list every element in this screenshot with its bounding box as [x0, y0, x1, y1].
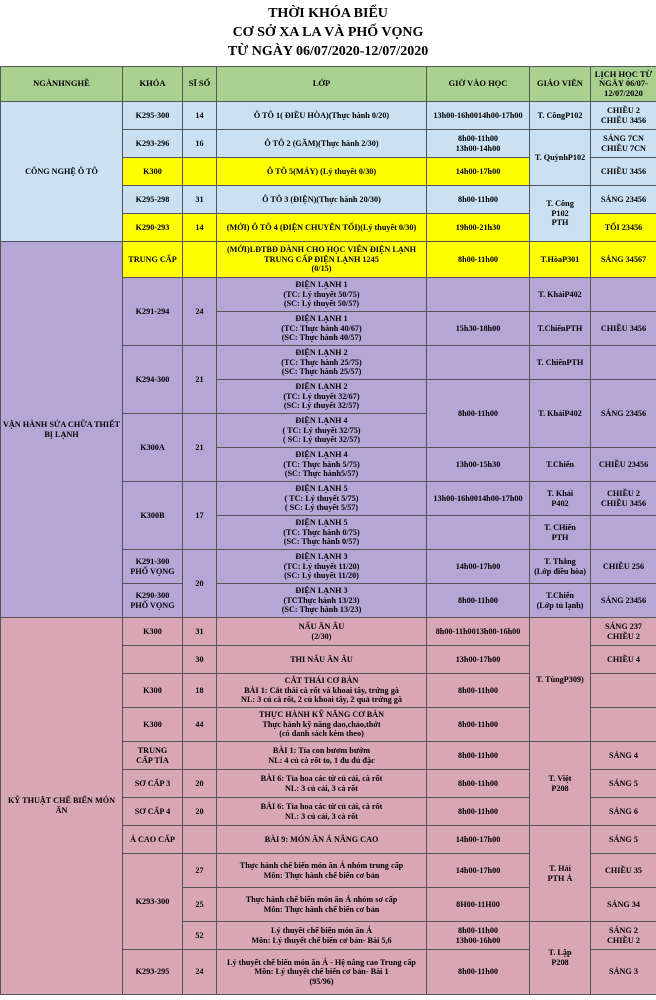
khoa-cell: K291-294	[123, 278, 183, 346]
gio-cell	[427, 278, 530, 312]
lop-cell: Ô TÔ 3 (ĐIỆN)(Thực hành 20/30)	[217, 186, 427, 214]
gio-cell: 13h00-15h30	[427, 448, 530, 482]
khoa-cell: TRUNG CẤP	[123, 242, 183, 278]
lop-cell: CẮT THÁI CƠ BẢN BÀI 1: Cắt thái cà rốt và khoai tây, trứng gà NL: 3 củ cà rốt, 2 củ khoai tây, 2 quả trứng gà	[217, 674, 427, 708]
siso-cell: 24	[183, 278, 217, 346]
lich-cell: SÁNG 34	[591, 888, 656, 922]
lop-cell: Ô TÔ 2 (GẦM)(Thực hành 2/30)	[217, 130, 427, 158]
table-row	[1, 102, 656, 130]
lop-cell: Lý thuyết chế biến món ăn Á - Hệ nâng cao Trung cấp Môn: Lý thuyết chế biến cơ bản- Bài 1 (95/96)	[217, 950, 427, 995]
gio-cell: 19h00-21h30	[427, 214, 530, 242]
giaovien-cell: T. CHiến PTH	[530, 516, 591, 550]
col-header-siso: SĨ SỐ	[183, 67, 217, 102]
gio-cell: 8h00-11h00	[427, 708, 530, 742]
lop-cell: BÀI 9: MÓN ĂN Á NÂNG CAO	[217, 826, 427, 854]
lich-cell: SÁNG 34567	[591, 242, 656, 278]
giaovien-cell: T. Hải PTH Á	[530, 826, 591, 922]
siso-cell: 44	[183, 708, 217, 742]
siso-cell: 20	[183, 550, 217, 618]
gio-cell: 14h00-17h00	[427, 854, 530, 888]
khoa-cell: SƠ CẤP 4	[123, 798, 183, 826]
lop-cell: BÀI 1: Tỉa con bươm bướm NL: 4 củ cà rốt to, 1 đu đủ đặc	[217, 742, 427, 770]
title-line-2: CƠ SỞ XA LA VÀ PHỐ VỌNG	[232, 25, 424, 40]
siso-cell: 21	[183, 346, 217, 414]
giaovien-cell: T. QuỳnhP102	[530, 130, 591, 186]
khoa-cell: K294-300	[123, 346, 183, 414]
giaovien-cell: T. KhảiP402	[530, 380, 591, 448]
siso-cell: 31	[183, 618, 217, 646]
gio-cell: 8h00-11h00	[427, 798, 530, 826]
siso-cell: 31	[183, 186, 217, 214]
lich-cell: SÁNG 6	[591, 798, 656, 826]
gio-cell: 8h00-11h0013h00-16h00	[427, 618, 530, 646]
col-header-nganh: NGÀNHNGHỀ	[1, 67, 123, 102]
lich-cell	[591, 278, 656, 312]
giaovien-cell: T. CôngP102	[530, 102, 591, 130]
gio-cell: 8h00-11h00 13h00-16h00	[427, 922, 530, 950]
giaovien-cell: T. Thắng (Lớp điều hòa)	[530, 550, 591, 584]
khoa-cell: K293-296	[123, 130, 183, 158]
khoa-cell: K300	[123, 618, 183, 646]
giaovien-cell: T.Chiến	[530, 448, 591, 482]
khoa-cell	[123, 646, 183, 674]
gio-cell: 8h00-11h00	[427, 950, 530, 995]
lich-cell: SÁNG 5	[591, 770, 656, 798]
siso-cell	[183, 158, 217, 186]
lich-cell: SÁNG 237 CHIỀU 2	[591, 618, 656, 646]
lich-cell: CHIỀU 2 CHIỀU 3456	[591, 102, 656, 130]
lich-cell	[591, 674, 656, 708]
siso-cell: 27	[183, 854, 217, 888]
giaovien-cell: T. Khải P402	[530, 482, 591, 516]
page-title	[0, 0, 656, 66]
lop-cell: ĐIỆN LẠNH 4 (TC: Thực hành 5/75) (SC: Thực hành5/57)	[217, 448, 427, 482]
lop-cell: ĐIỆN LẠNH 5 (TC: Thực hành 0/75) (SC: Thực hành 0/57)	[217, 516, 427, 550]
siso-cell	[183, 242, 217, 278]
lich-cell: CHIỀU 23456	[591, 448, 656, 482]
col-header-lop: LỚP	[217, 67, 427, 102]
col-header-khoa: KHÓA	[123, 67, 183, 102]
khoa-cell: K293-295	[123, 950, 183, 995]
lich-cell: SÁNG 23456	[591, 584, 656, 618]
lop-cell: ĐIỆN LẠNH 5 ( TC: Lý thuyết 5/75) ( SC: Lý thuyết 5/57)	[217, 482, 427, 516]
gio-cell: 13h00-17h00	[427, 646, 530, 674]
table-row	[1, 618, 656, 646]
gio-cell: 14h00-17h00	[427, 826, 530, 854]
schedule-table	[0, 66, 656, 995]
khoa-cell: SƠ CẤP 3	[123, 770, 183, 798]
col-header-lich: LỊCH HỌC TỪ NGÀY 06/07-12/07/2020	[591, 67, 656, 102]
giaovien-cell: T.Chiến (Lớp tủ lạnh)	[530, 584, 591, 618]
lop-cell: NẤU ĂN ÂU (2/30)	[217, 618, 427, 646]
siso-cell: 20	[183, 770, 217, 798]
gio-cell: 14h00-17h00	[427, 550, 530, 584]
lop-cell: Lý thuyết chế biến món ăn Á Môn: Lý thuyết chế biến cơ bản- Bài 5,6	[217, 922, 427, 950]
lich-cell: CHIỀU 256	[591, 550, 656, 584]
lop-cell: ĐIỆN LẠNH 2 (TC: Lý thuyết 32/67) (SC: Lý thuyết 32/57)	[217, 380, 427, 414]
lop-cell: THI NẤU ĂN ÂU	[217, 646, 427, 674]
khoa-cell: K295-298	[123, 186, 183, 214]
siso-cell: 16	[183, 130, 217, 158]
siso-cell: 30	[183, 646, 217, 674]
lop-cell: THỰC HÀNH KỸ NĂNG CƠ BẢN Thực hành kỹ năng dao,chảo,thớt (có danh sách kèm theo)	[217, 708, 427, 742]
siso-cell: 14	[183, 102, 217, 130]
lop-cell: ĐIỆN LẠNH 1 (TC: Thực hành 40/67) (SC: Thực hành 40/57)	[217, 312, 427, 346]
lop-cell: BÀI 6: Tỉa hoa các từ củ cải, cà rốt NL: 3 củ cải, 3 cà rốt	[217, 798, 427, 826]
gio-cell: 8h00-11h00	[427, 380, 530, 448]
khoa-cell: K300B	[123, 482, 183, 550]
giaovien-cell: T. Việt P208	[530, 742, 591, 826]
lich-cell: TỐI 23456	[591, 214, 656, 242]
lop-cell: BÀI 6: Tỉa hoa các từ củ cải, cà rốt NL: 3 củ cải, 3 cà rốt	[217, 770, 427, 798]
lich-cell: SÁNG 3	[591, 950, 656, 995]
siso-cell: 17	[183, 482, 217, 550]
khoa-cell: K300	[123, 708, 183, 742]
khoa-cell: TRUNG CẤP TỈA	[123, 742, 183, 770]
khoa-cell: K300A	[123, 414, 183, 482]
lich-cell	[591, 516, 656, 550]
khoa-cell: K293-300	[123, 854, 183, 950]
col-header-giaovien: GIÁO VIÊN	[530, 67, 591, 102]
gio-cell: 13h00-16h0014h00-17h00	[427, 482, 530, 516]
siso-cell: 24	[183, 950, 217, 995]
nganh-cell: VẬN HÀNH SỬA CHỮA THIẾT BỊ LẠNH	[1, 242, 123, 618]
siso-cell: 18	[183, 674, 217, 708]
gio-cell: 14h00-17h00	[427, 158, 530, 186]
giaovien-cell: T. TùngP309)	[530, 618, 591, 742]
giaovien-cell: T.ChiếnPTH	[530, 312, 591, 346]
lich-cell: SÁNG 4	[591, 742, 656, 770]
lich-cell: SÁNG 23456	[591, 380, 656, 448]
giaovien-cell: T. KhảiP402	[530, 278, 591, 312]
lop-cell: Thực hành chế biến món ăn Á nhóm trung cấp Môn: Thực hành chế biến cơ bản	[217, 854, 427, 888]
khoa-cell: K290-293	[123, 214, 183, 242]
lop-cell: Ô TÔ 5(MÁY) (Lý thuyết 0/30)	[217, 158, 427, 186]
lop-cell: (MỚI)LĐTBĐ DÀNH CHO HỌC VIÊN ĐIỆN LẠNH TRUNG CẤP ĐIỆN LẠNH 1245 (0/15)	[217, 242, 427, 278]
lich-cell: CHIỀU 2 CHIỀU 3456	[591, 482, 656, 516]
gio-cell: 8h00-11h00	[427, 584, 530, 618]
nganh-cell: KỸ THUẬT CHẾ BIẾN MÓN ĂN	[1, 618, 123, 995]
giaovien-cell: T.HòaP301	[530, 242, 591, 278]
title-line-1: THỜI KHÓA BIỂU	[268, 6, 388, 21]
gio-cell: 8h00-11h00	[427, 242, 530, 278]
lich-cell: CHIỀU 3456	[591, 312, 656, 346]
siso-cell: 14	[183, 214, 217, 242]
khoa-cell: Á CAO CẤP	[123, 826, 183, 854]
khoa-cell: K290-300 PHỐ VỌNG	[123, 584, 183, 618]
siso-cell	[183, 742, 217, 770]
lich-cell: SÁNG 23456	[591, 186, 656, 214]
khoa-cell: K300	[123, 158, 183, 186]
lop-cell: ĐIỆN LẠNH 1 (TC: Lý thuyết 50/75) (SC: Lý thuyết 50/57)	[217, 278, 427, 312]
lop-cell: ĐIỆN LẠNH 2 (TC: Thực hành 25/75) (SC: Thực hành 25/57)	[217, 346, 427, 380]
lop-cell: ĐIỆN LẠNH 4 ( TC: Lý thuyết 32/75) ( SC: Lý thuyết 32/57)	[217, 414, 427, 448]
table-row	[1, 242, 656, 278]
gio-cell	[427, 346, 530, 380]
siso-cell: 21	[183, 414, 217, 482]
siso-cell: 52	[183, 922, 217, 950]
giaovien-cell: T. Lập P208	[530, 922, 591, 995]
lich-cell: SÁNG 5	[591, 826, 656, 854]
gio-cell: 8h00-11h00	[427, 742, 530, 770]
col-header-gio: GIỜ VÀO HỌC	[427, 67, 530, 102]
giaovien-cell: T. ChiếnPTH	[530, 346, 591, 380]
siso-cell: 20	[183, 798, 217, 826]
title-line-3: TỪ NGÀY 06/07/2020-12/07/2020	[227, 44, 429, 59]
lop-cell: Thực hành chế biến món ăn Á nhóm sơ cấp Môn: Thực hành chế biến cơ bản	[217, 888, 427, 922]
gio-cell: 8h00-11h00	[427, 674, 530, 708]
giaovien-cell: T. Công P102 PTH	[530, 186, 591, 242]
gio-cell: 8h00-11h00 13h00-14h00	[427, 130, 530, 158]
gio-cell: 8h00-11h00	[427, 186, 530, 214]
lop-cell: ĐIỆN LẠNH 3 (TC: Lý thuyết 11/20) (SC: Lý thuyết 11/20)	[217, 550, 427, 584]
lich-cell: SÁNG 7CN CHIỀU 7CN	[591, 130, 656, 158]
lich-cell	[591, 708, 656, 742]
gio-cell	[427, 516, 530, 550]
khoa-cell: K295-300	[123, 102, 183, 130]
gio-cell: 15h30-18h00	[427, 312, 530, 346]
nganh-cell: CÔNG NGHỆ Ô TÔ	[1, 102, 123, 242]
khoa-cell: K291-300 PHỐ VỌNG	[123, 550, 183, 584]
lop-cell: Ô TÔ 1( ĐIỀU HÒA)(Thực hành 0/20)	[217, 102, 427, 130]
lop-cell: (MỚI) Ô TÔ 4 (ĐIỆN CHUYÊN TỐI)(Lý thuyết 0/30)	[217, 214, 427, 242]
table-header-row	[1, 67, 656, 102]
gio-cell: 8H00-11H00	[427, 888, 530, 922]
gio-cell: 8h00-11h00	[427, 770, 530, 798]
gio-cell: 13h00-16h0014h00-17h00	[427, 102, 530, 130]
lich-cell	[591, 346, 656, 380]
lich-cell: SÁNG 2 CHIỀU 2	[591, 922, 656, 950]
lich-cell: CHIỀU 3456	[591, 158, 656, 186]
khoa-cell: K300	[123, 674, 183, 708]
lich-cell: CHIỀU 35	[591, 854, 656, 888]
lop-cell: ĐIỆN LẠNH 3 (TCThực hành 13/23) (SC: Thực hành 13/23)	[217, 584, 427, 618]
siso-cell: 25	[183, 888, 217, 922]
lich-cell: CHIỀU 4	[591, 646, 656, 674]
siso-cell	[183, 826, 217, 854]
